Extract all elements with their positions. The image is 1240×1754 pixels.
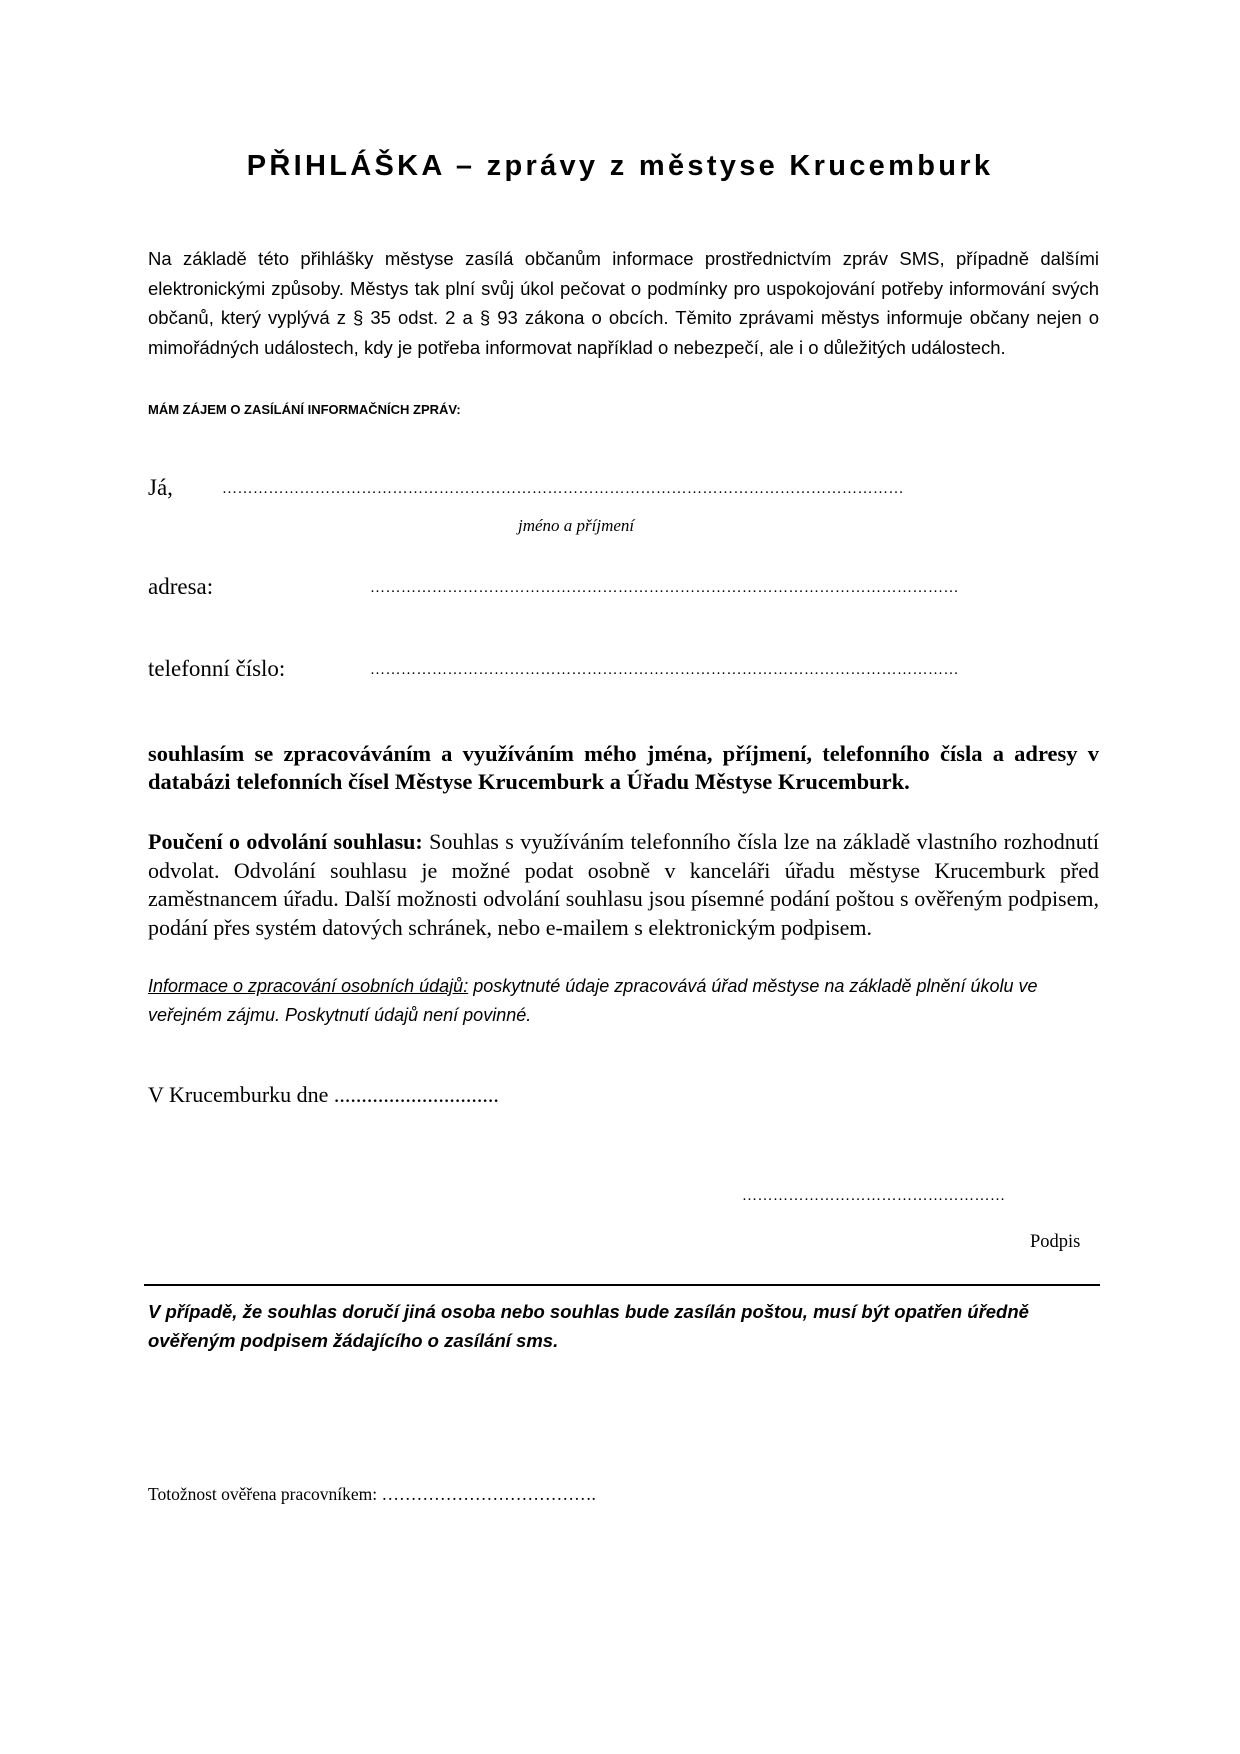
consent-statement: souhlasím se zpracováváním a využíváním mého jména, příjmení, telefonního čísla a adresy v databázi telefonních čísel Městyse Krucemburk a Úřadu Městyse Krucemburk. [148, 741, 1099, 794]
divider-line [144, 1284, 1100, 1286]
page-title: PŘIHLÁŠKA – zprávy z městyse Krucemburk [246, 150, 994, 182]
identity-verification-field[interactable]: Totožnost ověřena pracovníkem: ………………………………. [148, 1484, 596, 1504]
privacy-info [148, 972, 1099, 1029]
name-hint: jméno a příjmení [518, 516, 635, 535]
withdrawal-notice [148, 828, 1099, 942]
intro-paragraph: Na základě této přihlášky městyse zasílá občanům informace prostřednictvím zpráv SMS, případně dalšími elektronickými způsoby. Městys tak plní svůj úkol pečovat o podmínky pro uspokojování potřeby informování svých občanů, který vyplývá z § 35 odst. 2 a § 93 zákona o obcích. Těmito zprávami městys informuje občany nejen o mimořádných událostech, kdy je potřeba informovat například o nebezpečí, ale i o důležitých událostech. [148, 248, 1099, 358]
date-field[interactable]: V Krucemburku dne .............................. [148, 1082, 499, 1107]
name-label: Já, [148, 475, 173, 500]
signature-label: Podpis [1030, 1232, 1081, 1252]
warning-note: V případě, že souhlas doručí jiná osoba nebo souhlas bude zasílán poštou, musí být opatřen úředně ověřeným podpisem žádajícího o zasílání sms. [148, 1301, 1029, 1351]
address-field[interactable]: …………………………………………………………………………………………………… [370, 580, 959, 596]
address-label: adresa: [148, 574, 214, 599]
withdrawal-notice-heading: Poučení o odvolání souhlasu: [148, 829, 423, 854]
privacy-info-text: poskytnuté údaje zpracovává úřad městyse na základě plnění úkolu ve veřejném zájmu. Poskytnutí údajů není povinné. [148, 976, 1038, 1025]
phone-label: telefonní číslo: [148, 656, 286, 681]
signature-field[interactable]: …………………………………………… [742, 1188, 1006, 1204]
phone-field[interactable]: …………………………………………………………………………………………………… [370, 662, 959, 678]
interest-heading: MÁM ZÁJEM O ZASÍLÁNÍ INFORMAČNÍCH ZPRÁV: [148, 402, 461, 417]
name-field[interactable]: …………………………………………………………………………………………………………………… [222, 481, 904, 497]
withdrawal-notice-text: Souhlas s využíváním telefonního čísla lze na základě vlastního rozhodnutí odvolat. Odvolání souhlasu je možné podat osobně v kanceláři úřadu městyse Krucemburk před zaměstnancem úřadu. Další možnosti odvolání souhlasu jsou písemné podání poštou s ověřeným podpisem, podání přes systém datových schránek, nebo e-mailem s elektronickým podpisem. [148, 829, 1100, 940]
privacy-info-heading: Informace o zpracování osobních údajů: [148, 976, 469, 996]
